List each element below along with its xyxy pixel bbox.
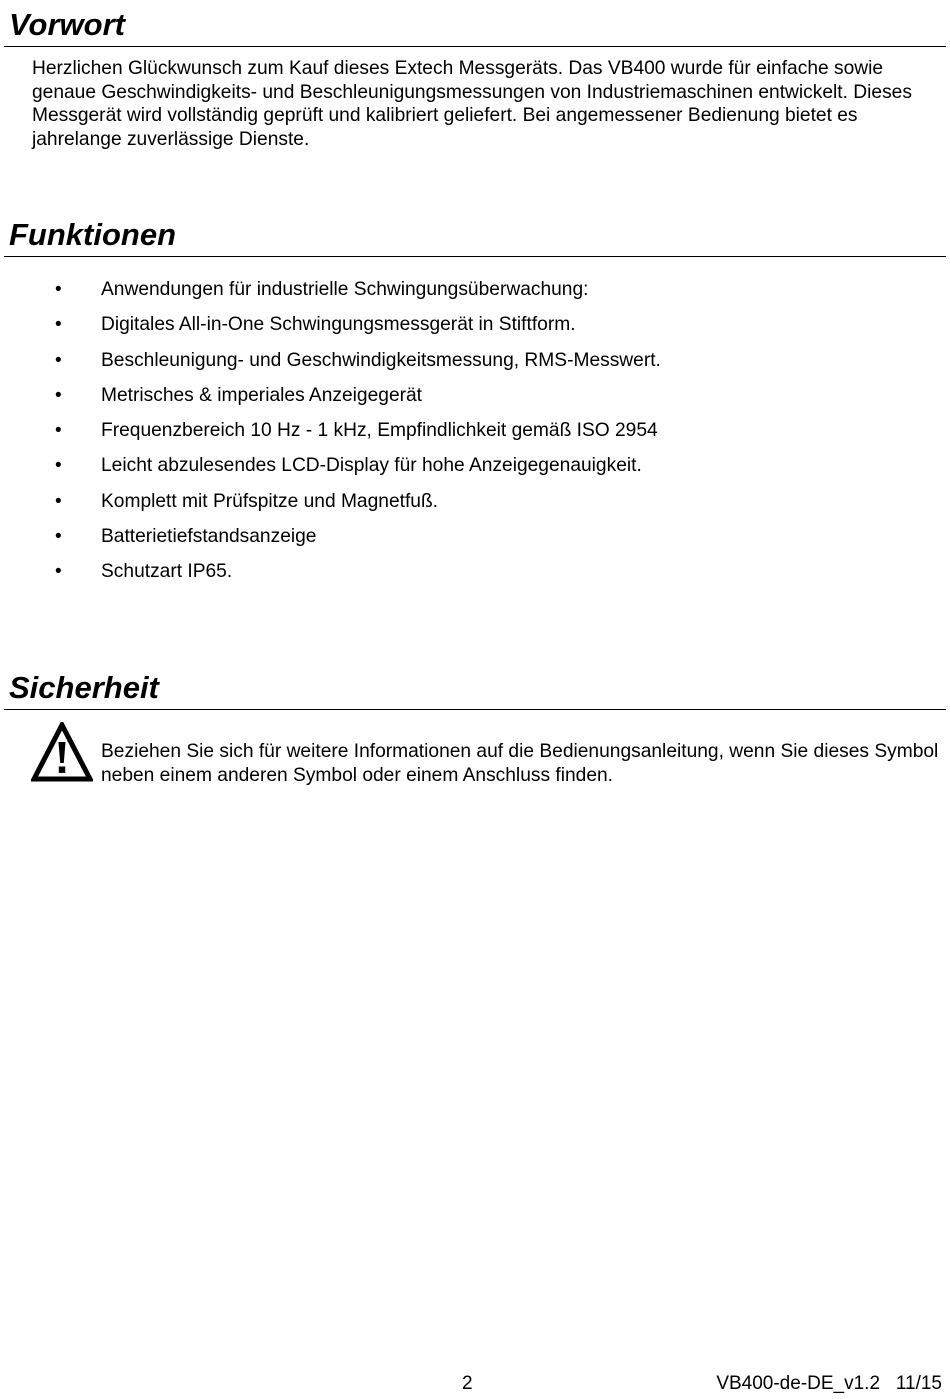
intro-paragraph: Herzlichen Glückwunsch zum Kauf dieses Extech Messgeräts. Das VB400 wurde für einfache sowie genaue Geschwindigkeits- und Beschleunigungsmessungen von Industriemaschinen entwickelt. Dieses Messgerät wird vollständig geprüft und kalibriert geliefert. Bei angemessener Bedienung bietet es jahrelange zuverlässige Dienste.	[32, 58, 912, 150]
bullet-icon: •	[55, 526, 62, 548]
document-id: VB400-de-DE_v1.2 11/15	[716, 1373, 942, 1394]
safety-paragraph: Beziehen Sie sich für weitere Informationen auf die Bedienungsanleitung, wenn Sie dieses Symbol neben einem anderen Symbol oder einem Anschluss finden.	[101, 741, 939, 786]
list-item	[0, 312, 950, 347]
bullet-icon: •	[55, 455, 62, 477]
heading-funktionen: Funktionen	[4, 217, 946, 257]
list-item	[0, 559, 950, 594]
heading-sicherheit: Sicherheit	[4, 670, 946, 710]
warning-triangle-icon	[31, 722, 93, 782]
feature-text: Beschleunigung- und Geschwindigkeitsmessung, RMS-Messwert.	[101, 349, 661, 371]
list-item	[0, 277, 950, 312]
feature-text: Schutzart IP65.	[101, 561, 233, 583]
feature-text: Batterietiefstandsanzeige	[101, 526, 317, 548]
list-item	[0, 418, 950, 453]
feature-text: Anwendungen für industrielle Schwingungsüberwachung:	[101, 279, 589, 300]
list-item	[0, 348, 950, 383]
list-item	[0, 489, 950, 524]
heading-vorwort: Vorwort	[4, 7, 946, 47]
page-number: 2	[462, 1373, 473, 1394]
bullet-icon: •	[55, 384, 62, 406]
bullet-icon: •	[55, 279, 62, 300]
list-item	[0, 524, 950, 559]
bullet-icon: •	[55, 349, 62, 371]
feature-text: Leicht abzulesendes LCD-Display für hohe Anzeigegenauigkeit.	[101, 455, 642, 477]
feature-text: Metrisches & imperiales Anzeigegerät	[101, 384, 423, 406]
feature-text: Digitales All-in-One Schwingungsmessgerät in Stiftform.	[101, 314, 576, 336]
bullet-icon: •	[55, 561, 62, 583]
feature-text: Komplett mit Prüfspitze und Magnetfuß.	[101, 490, 438, 512]
bullet-icon: •	[55, 490, 62, 512]
list-item	[0, 453, 950, 488]
list-item	[0, 383, 950, 418]
bullet-icon: •	[55, 314, 62, 336]
features-list	[0, 277, 950, 595]
feature-text: Frequenzbereich 10 Hz - 1 kHz, Empfindlichkeit gemäß ISO 2954	[101, 420, 658, 442]
bullet-icon: •	[55, 420, 62, 442]
